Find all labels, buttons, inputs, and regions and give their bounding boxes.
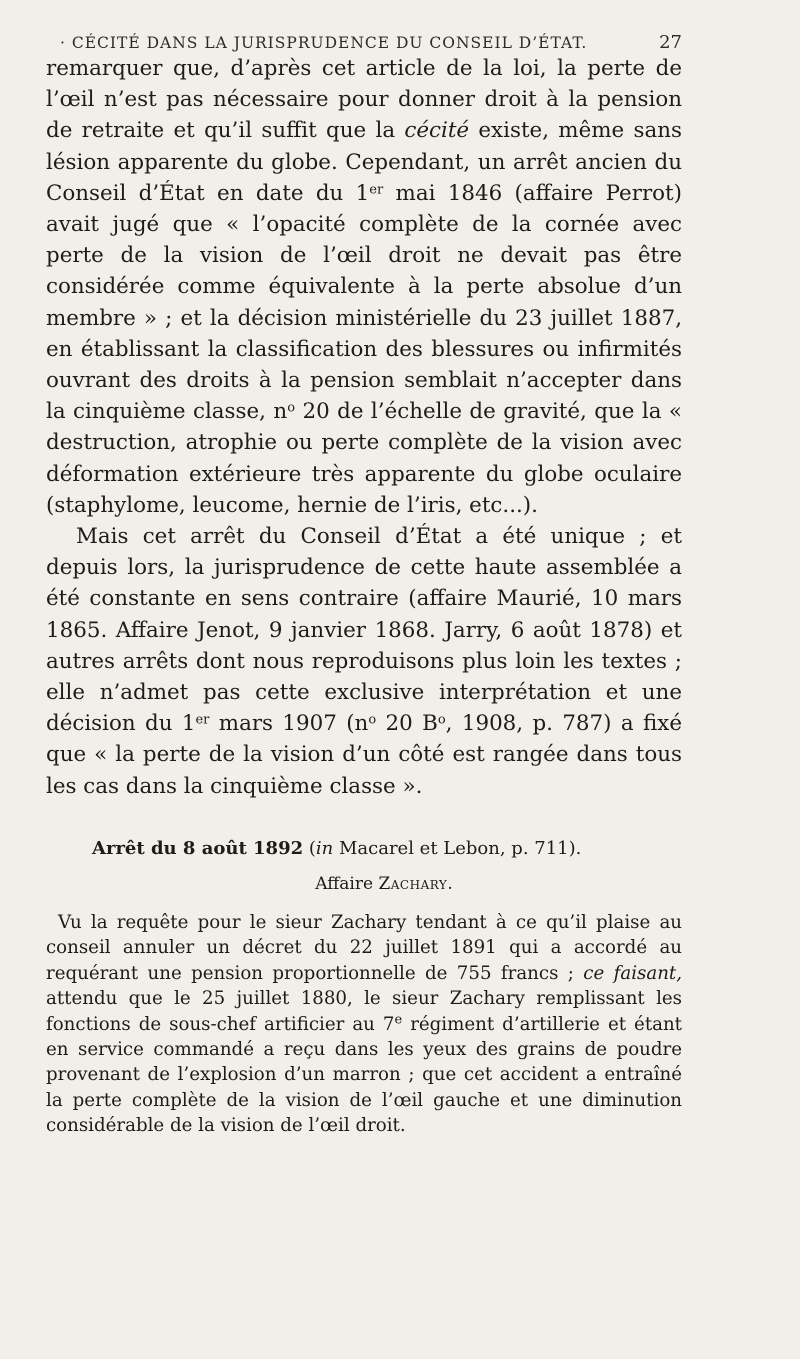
text-run: ( — [303, 837, 316, 859]
arret-heading — [46, 836, 682, 862]
affaire-name: Zachary — [378, 873, 448, 894]
emphasis-text: cécité — [404, 118, 470, 144]
text-run: 20 de l’échelle de gravité, que la « destruction, atrophie ou perte complète de la vision avec déformation extérieure très apparente du globe oculaire (staphylome, leucome, hernie de l’iris, etc...). — [46, 399, 682, 518]
page-number: 27 — [659, 32, 682, 53]
quote-paragraph — [46, 910, 682, 1139]
superscript: o — [368, 712, 377, 728]
superscript: er — [195, 712, 210, 728]
superscript: er — [369, 182, 384, 198]
running-title: · CÉCITÉ DANS LA JURISPRUDENCE DU CONSEIL D’ÉTAT. — [60, 34, 588, 52]
text-run: attendu que le 25 juillet 1880, le sieur Zachary remplissant les fonctions de sous-chef artificier au 7 — [46, 988, 682, 1035]
body-text — [46, 53, 682, 802]
affaire-title — [46, 872, 682, 896]
emphasis-text: in — [315, 837, 334, 859]
text-run: mars 1907 (n — [209, 711, 369, 737]
emphasis-text: ce faisant, — [583, 962, 682, 984]
text-run: Mais cet arrêt du Conseil d’État a été unique ; et depuis lors, la jurisprudence de cette haute assemblée a été constante en sens contraire (affaire Maurié, 10 mars 1865. Affaire Jenot, 9 janvier 1868. Jarry, 6 août 1878) et autres arrêts dont nous reproduisons plus loin les textes ; elle n’admet pas cette exclusive interprétation et une décision du 1 — [46, 524, 682, 737]
text-run: . — [447, 873, 453, 894]
text-run: , 1908, p. 787) a fixé que « la perte de la vision d’un côté est rangée dans tous les cas dans la cinquième classe ». — [46, 711, 682, 799]
running-header — [46, 32, 682, 53]
superscript: o — [437, 712, 446, 728]
arret-source: Macarel et Lebon, p. 711). — [333, 837, 582, 859]
arret-date: Arrêt du 8 août 1892 — [92, 837, 304, 859]
superscript: e — [394, 1012, 403, 1027]
book-page — [46, 32, 682, 1139]
quoted-decision — [46, 910, 682, 1139]
paragraph-2 — [46, 521, 682, 802]
text-run: Vu la requête pour le sieur Zachary tendant à ce qu’il plaise au conseil annuler un décret du 22 juillet 1891 qui a accordé au requérant une pension proportionnelle de 755 francs ; — [46, 911, 682, 984]
text-run: 20 B — [376, 711, 438, 737]
superscript: o — [287, 400, 296, 416]
paragraph-1 — [46, 53, 682, 521]
text-run: remarquer que, d’après cet article de la loi, la perte de l’œil n’est pas nécessaire pour donner droit à la pension de retraite et qu’il suffit que la — [46, 56, 682, 144]
text-run: existe, même sans lésion apparente du globe. Cependant, un arrêt ancien du Conseil d’État en date du 1 — [46, 118, 682, 206]
text-run: mai 1846 (affaire Perrot) avait jugé que « l’opacité complète de la cornée avec perte de la vision de l’œil droit ne devait pas être considérée comme équivalente à la perte absolue d’un membre » ; et la décision ministérielle du 23 juillet 1887, en établissant la classification des blessures ou infirmités ouvrant des droits à la pension semblait n’accepter dans la cinquième classe, n — [46, 180, 682, 425]
text-run: régiment d’artillerie et étant en service commandé a reçu dans les yeux des grains de poudre provenant de l’explosion d’un marron ; que cet accident a entraîné la perte complète de la vision de l’œil gauche et une diminution considérable de la vision de l’œil droit. — [46, 1013, 682, 1137]
affaire-label: Affaire — [315, 873, 379, 894]
